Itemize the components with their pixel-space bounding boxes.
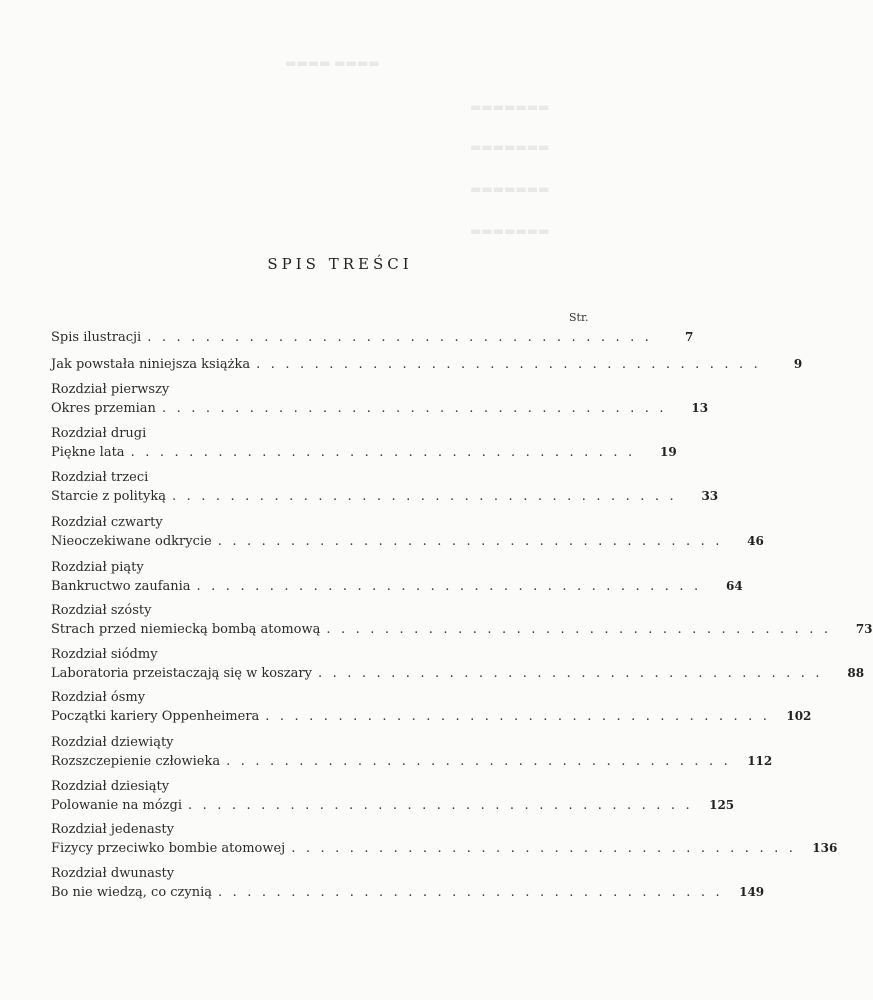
toc-entry-page: 46 <box>747 534 764 548</box>
toc-entry-title: Rozszczepienie człowieka <box>51 754 221 769</box>
dot-leader: ................................... <box>130 445 643 460</box>
toc-entry-title: Jak powstała niniejsza książka <box>51 357 251 372</box>
toc-entry-page: 9 <box>793 357 803 371</box>
toc-entry-line <box>51 707 812 726</box>
toc-chapter-label: Rozdział pierwszy <box>51 382 170 397</box>
toc-chapter-label: Rozdział trzeci <box>51 470 149 485</box>
toc-chapter-label: Rozdział czwarty <box>51 515 163 530</box>
toc-entry <box>51 778 735 815</box>
dot-leader: ................................... <box>265 709 778 724</box>
show-through-block: ▬▬▬▬▬▬▬ <box>470 140 550 154</box>
toc-entry <box>51 602 873 639</box>
page-title: SPIS TREŚCI <box>267 255 413 273</box>
toc-entry-title: Spis ilustracji <box>51 330 142 345</box>
dot-leader: ................................... <box>291 841 804 856</box>
toc-entry-title: Okres przemian <box>51 401 156 416</box>
toc-entry-title: Nieoczekiwane odkrycie <box>51 534 212 549</box>
dot-leader: ................................... <box>256 357 769 372</box>
toc-entry-line <box>51 796 735 815</box>
toc-entry <box>51 355 803 374</box>
toc-entry <box>51 381 709 418</box>
toc-entry-page: 88 <box>847 666 865 680</box>
toc-entry-page: 33 <box>701 489 719 503</box>
show-through-block: ▬▬▬▬▬▬▬ <box>470 224 550 238</box>
dot-leader: ................................... <box>218 885 731 900</box>
toc-entry-page: 13 <box>691 401 709 415</box>
toc-entry <box>51 425 677 462</box>
toc-entry-title: Fizycy przeciwko bombie atomowej <box>51 841 286 856</box>
dot-leader: ................................... <box>226 754 739 769</box>
toc-entry-title: Bo nie wiedzą, co czynią <box>51 885 213 900</box>
toc-chapter-label: Rozdział dziewiąty <box>51 735 174 750</box>
toc-entry-line <box>51 443 677 462</box>
toc-entry-page: 125 <box>709 798 735 812</box>
dot-leader: ................................... <box>188 798 701 813</box>
toc-entry-line <box>51 883 765 902</box>
toc-entry-page: 136 <box>812 841 838 855</box>
dot-leader: ................................... <box>147 330 660 345</box>
toc-entry-page: 112 <box>747 754 773 768</box>
toc-entry-title: Laboratoria przeistaczają się w koszary <box>51 666 312 681</box>
toc-entry-line <box>51 620 873 639</box>
toc-entry-title: Polowanie na mózgi <box>51 798 183 813</box>
toc-chapter-label: Rozdział szósty <box>51 603 152 618</box>
toc-entry-title: Starcie z polityką <box>51 489 167 504</box>
toc-entry-line <box>51 839 838 858</box>
toc-entry <box>51 865 765 902</box>
toc-entry-line <box>51 577 743 596</box>
toc-entry-line <box>51 328 694 347</box>
dot-leader: ................................... <box>161 401 675 416</box>
dot-leader: ................................... <box>196 579 709 594</box>
toc-entry-line <box>51 752 773 771</box>
toc-entry-line <box>51 664 865 683</box>
show-through-block: ▬▬▬▬▬▬▬ <box>470 100 550 114</box>
toc-chapter-label: Rozdział piąty <box>51 560 144 575</box>
toc-chapter-label: Rozdział siódmy <box>51 647 158 662</box>
toc-entry-page: 19 <box>660 445 677 459</box>
dot-leader: ................................... <box>217 534 730 549</box>
show-through-header: ▬▬▬▬ ▬▬▬▬ <box>285 56 380 70</box>
toc-chapter-label: Rozdział dziesiąty <box>51 779 170 794</box>
toc-entry-page: 149 <box>739 885 765 899</box>
toc-entry <box>51 559 743 596</box>
toc-entry-title: Strach przed niemiecką bombą atomową <box>51 622 321 637</box>
toc-entry-title: Bankructwo zaufania <box>51 579 191 594</box>
toc-entry-page: 7 <box>685 330 694 344</box>
toc-entry <box>51 328 694 347</box>
toc-entry <box>51 821 838 858</box>
toc-chapter-label: Rozdział ósmy <box>51 690 146 705</box>
toc-entry-title: Początki kariery Oppenheimera <box>51 709 260 724</box>
toc-entry-title: Piękne lata <box>51 445 125 460</box>
toc-chapter-label: Rozdział dwunasty <box>51 866 175 881</box>
toc-entry-page: 64 <box>725 579 743 593</box>
toc-entry-page: 73 <box>855 622 873 636</box>
dot-leader: ................................... <box>326 622 839 637</box>
toc-entry <box>51 469 719 506</box>
toc-entry-line <box>51 399 709 418</box>
toc-entry-line <box>51 355 803 374</box>
toc-entry <box>51 646 865 683</box>
toc-entry-line <box>51 487 719 506</box>
toc-chapter-label: Rozdział jedenasty <box>51 822 174 837</box>
dot-leader: ................................... <box>172 489 685 504</box>
toc-chapter-label: Rozdział drugi <box>51 426 147 441</box>
dot-leader: ................................... <box>317 666 831 681</box>
toc-entry <box>51 514 764 551</box>
page-column-label: Str. <box>569 311 589 324</box>
toc-entry <box>51 689 812 726</box>
show-through-block: ▬▬▬▬▬▬▬ <box>470 182 550 196</box>
toc-entry-line <box>51 532 764 551</box>
toc-entry-page: 102 <box>786 709 812 723</box>
toc-entry <box>51 734 773 771</box>
